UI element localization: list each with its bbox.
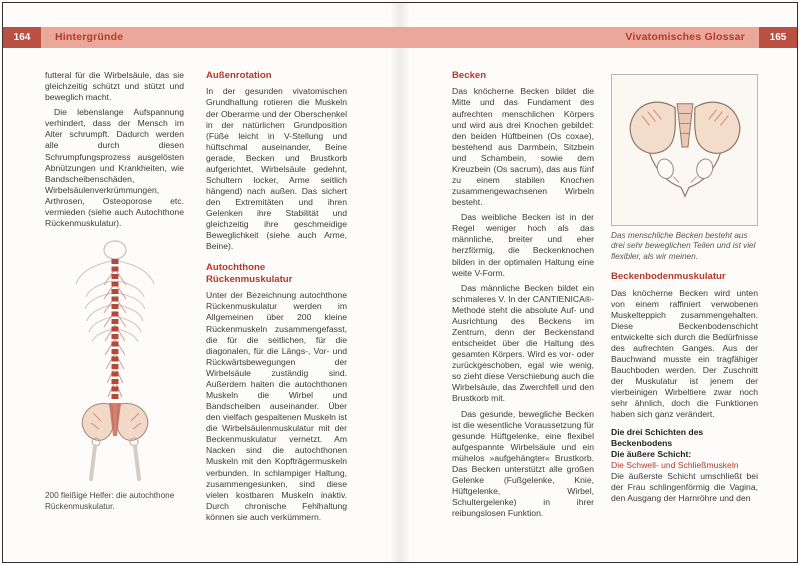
- glossary-heading-autochthone: Autochthone Rückenmuskulatur: [206, 261, 293, 285]
- paragraph: futteral für die Wirbelsäule, das sie gleichzeitig schützt und stützt und beweglich macht.: [45, 70, 184, 103]
- glossary-heading-becken: Becken: [452, 70, 487, 81]
- glossary-heading-aussenrotation: Außenrotation: [206, 70, 272, 81]
- pelvis-illustration-drawing: [616, 86, 754, 214]
- pelvis-illustration: [611, 74, 758, 226]
- subheading-schichten: Die drei Schichten des Beckenbodens: [611, 426, 704, 448]
- paragraph: Die lebenslange Aufspannung verhindert, dass der Mensch im Alter schrumpft. Dadurch werden alle durch diesen Schrumpfungsprozess ausgelösten Abnützungen und Krankheiten, wie Bandscheibenschäden, Wirbelsäulenverkrümmungen, Arthrosen, Osteoporose etc. vermieden (siehe auch Autochthone Rückenmuskulatur).: [45, 107, 184, 229]
- page-gutter: [390, 3, 410, 562]
- right-page-column-2: [611, 70, 758, 560]
- page-number-left: 164: [3, 27, 41, 48]
- paragraph: Unter der Bezeichnung autochthone Rückenmuskulatur werden im Allgemeinen über 200 kleine Rückenmuskeln zusammengefasst, die für die seitlichen, für die diagonalen, für die Längs-, Vor- und Rückwärtsbewegungen der Wirbelsäule zuständig sind. Außerdem halten die autochthonen Muskeln die Wirbel und Bandscheiben auseinander. Über den vielfach gespaltenen Muskeln ist die Wirbelsäulenmuskulatur mit der Beckenmuskulatur vernetzt. Am Nacken sind die autochthonen Muskeln mit den Kopfträgermuskeln verbunden. In schlampiger Haltung, zusammengesunken, sind diese vielen kostbaren Muskeln inaktiv. Durch chronische Fehlhaltung können sie auch verkümmern.: [206, 290, 347, 522]
- spine-illustration-drawing: [55, 239, 175, 484]
- glossary-heading-beckenboden: Beckenbodenmuskulatur: [611, 271, 726, 283]
- right-page-column-1: [452, 70, 594, 560]
- illustration-caption: Das menschliche Becken besteht aus drei sehr beweglichen Teilen und ist viel flexibler, als wir meinen.: [611, 231, 756, 261]
- running-head-left: Hintergründe: [55, 31, 124, 43]
- page-number-right: 165: [759, 27, 797, 48]
- paragraph: Das männliche Becken bildet ein schmaleres V. In der CANTIENICA®-Methode steht die absolute Auf- und Ausrichtung des Beckens im Zentrum, denn der Beckenstand entscheidet über die Haltung des gesamten Körpers. Wird es vor- oder zurückgeschoben, egal wie wenig, so zieht diese Verschiebung auch die Wirbelsäule, das Zwerchfell und den Brustkorb mit.: [452, 282, 594, 404]
- running-head-right: Vivatomisches Glossar: [625, 31, 745, 43]
- paragraph: In der gesunden vivatomischen Grundhaltung rotieren die Muskeln der Oberarme und der Oberschenkel in der natürlichen Grundposition (Füße leicht in V-Stellung und hüftschmal auseinander, Beine gerade, Becken und Brustkorb aufgerichtet, Wirbelsäule gedehnt, Schultern locker, Arme seitlich hängend) nach außen. Das sichert den Extremitäten und ihren Gelenken ihre Stabilität und gleichzeitig ihre geschmeidige Beweglichkeit (siehe auch Arme, Beine).: [206, 86, 347, 252]
- paragraph: Die äußerste Schicht umschließt bei der Frau schlingenförmig die Vagina, den Ausgang der Harnröhre und den: [611, 470, 758, 503]
- spine-illustration: [45, 239, 184, 487]
- illustration-caption: 200 fleißige Helfer: die autochthone Rückenmuskulatur.: [45, 491, 175, 511]
- left-page-column-1: [45, 70, 184, 560]
- paragraph: Das knöcherne Becken bildet die Mitte und das Fundament des aufrechten menschlichen Körpers und wird aus drei Knochen gebildet: den beiden Hüftbeinen (Os coxae), bestehend aus Darmbein, Sitzbein und Schambein, sowie dem Kreuzbein (Os sacrum), das aus fünf zu einem stabilen Knochen zusammengewachsenen Wirbeln besteht.: [452, 86, 594, 208]
- subheading-aussere-schicht: Die äußere Schicht:: [611, 448, 692, 459]
- left-page-column-2: [206, 70, 347, 560]
- paragraph: Das weibliche Becken ist in der Regel weniger hoch als das männliche, breiter und eher herzförmig, die Beckenknochen bilden in der optimalen Haltung eine weite V-Form.: [452, 212, 594, 278]
- header-band: [3, 27, 797, 48]
- subheading-schwellmuskeln: Die Schwell- und Schließmuskeln: [611, 459, 739, 470]
- paragraph: Das gesunde, bewegliche Becken ist die wesentliche Voraussetzung für gesunde Hüftgelenke, eine flexibel aufgespannte Wirbelsäule und ein mühelos »aufgehängter« Brustkorb. Das Becken unterstützt alle großen Gelenke (Fußgelenke, Knie, Hüftgelenke, Wirbel, Schultergelenke) in ihrer reibungslosen Funktion.: [452, 408, 594, 519]
- paragraph: Das knöcherne Becken wird unten von einem raffiniert verwobenen Muskelteppich zusammengehalten. Diese Beckenbodenschicht entwickelte sich durch die Bedürfnisse des aufrechten Ganges. Aus der Bauchwand musste ein tragfähiger Bauchboden werden. Der Zuschnitt der Muskulatur ist jenem der vierbeinigen Wirbeltiere zwar noch sehr ähnlich, doch die Funktionen haben sich ganz verändert.: [611, 287, 758, 420]
